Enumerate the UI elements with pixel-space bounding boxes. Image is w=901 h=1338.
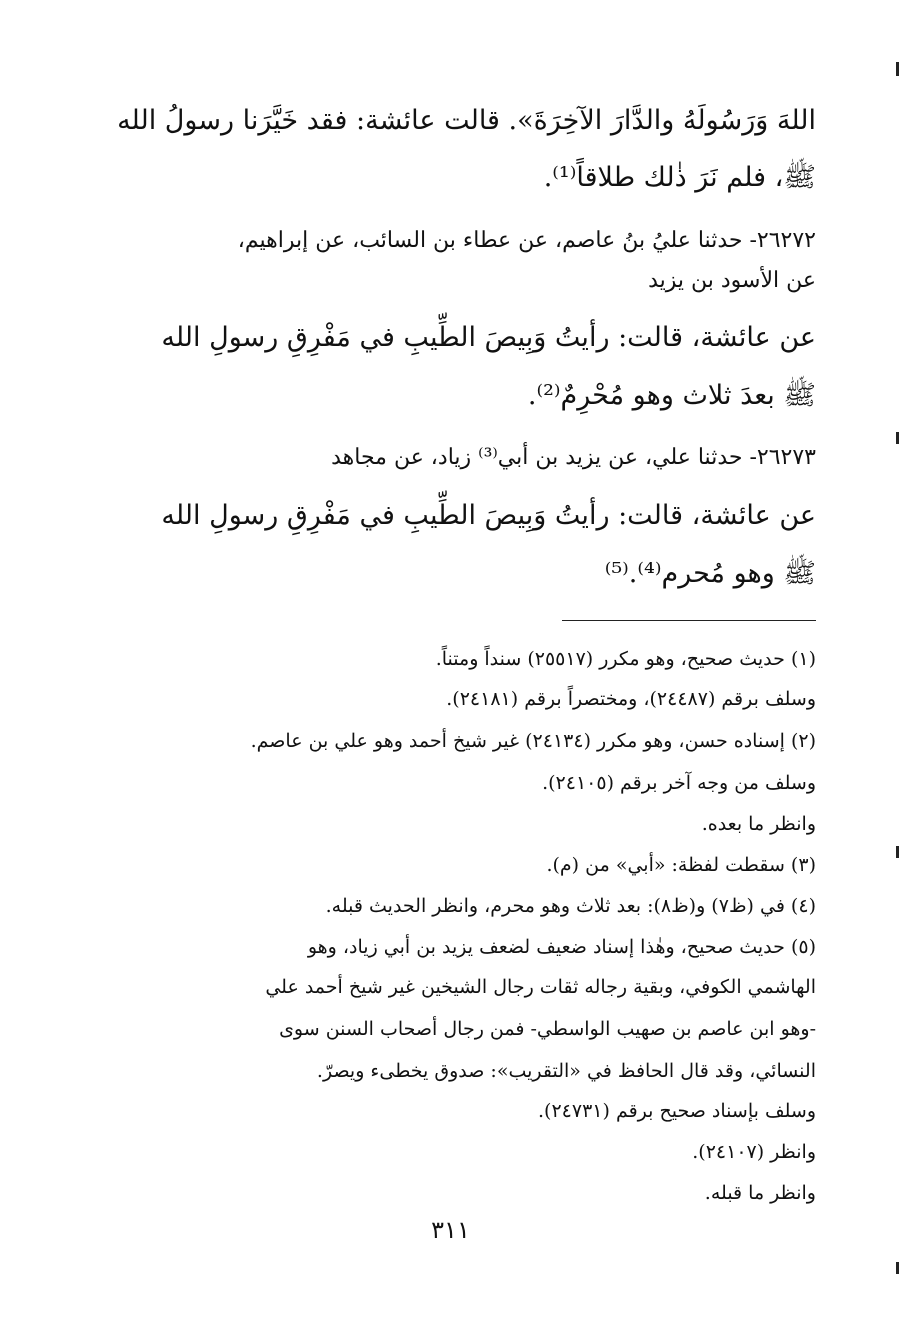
- footnote-line: وسلف بإسناد صحيح برقم (٢٤٧٣١).: [538, 1100, 816, 1122]
- main-text-line-8: عن عائشة، قالت: رأيتُ وَبِيصَ الطِّيبِ في مَفْرِقِ رسولِ الله: [161, 500, 816, 531]
- scan-edge-mark: [896, 1262, 899, 1274]
- main-text-line-1: اللهَ وَرَسُولَهُ والدَّارَ الآخِرَةَ». قالت عائشة: فقد خَيَّرَنا رسولُ الله: [117, 105, 816, 136]
- footnote-line: (٣) سقطت لفظة: «أبي» من (م).: [546, 854, 816, 876]
- scan-edge-mark: [896, 432, 899, 444]
- footnote-line: وسلف من وجه آخر برقم (٢٤١٠٥).: [542, 772, 816, 794]
- page-number: ٣١١: [431, 1216, 470, 1244]
- scan-edge-mark: [896, 62, 899, 76]
- footnote-line: وانظر (٢٤١٠٧).: [692, 1141, 816, 1163]
- footnote-line: (٥) حديث صحيح، وهٰذا إسناد ضعيف لضعف يزيد بن أبي زياد، وهو: [307, 936, 816, 958]
- footnote-divider: [562, 620, 816, 621]
- footnote-line: وانظر ما قبله.: [704, 1182, 816, 1204]
- footnote-line: النسائي، وقد قال الحافظ في «التقريب»: صدوق يخطىء ويصرّ.: [316, 1060, 816, 1082]
- main-text-line-2: ﷺ، فلم نَرَ ذٰلك طلاقاً⁽¹⁾.: [543, 162, 816, 193]
- footnote-line: الهاشمي الكوفي، وبقية رجاله ثقات رجال الشيخين غير شيخ أحمد علي: [265, 976, 816, 998]
- footnote-line: -وهو ابن عاصم بن صهيب الواسطي- فمن رجال أصحاب السنن سوى: [279, 1018, 816, 1040]
- hadith-26272-chain-line-1: ٢٦٢٧٢- حدثنا عليُ بنُ عاصم، عن عطاء بن السائب، عن إبراهيم،: [237, 228, 816, 253]
- hadith-26273-chain: ٢٦٢٧٣- حدثنا علي، عن يزيد بن أبي⁽³⁾ زياد، عن مجاهد: [331, 445, 816, 470]
- footnote-line: وانظر ما بعده.: [701, 813, 816, 835]
- footnote-line: وسلف برقم (٢٤٤٨٧)، ومختصراً برقم (٢٤١٨١).: [446, 688, 816, 710]
- main-text-line-5: عن عائشة، قالت: رأيتُ وَبِيصَ الطِّيبِ في مَفْرِقِ رسولِ الله: [161, 322, 816, 353]
- footnote-line: (١) حديث صحيح، وهو مكرر (٢٥٥١٧) سنداً ومتناً.: [435, 648, 816, 670]
- main-text-line-6: ﷺ بعدَ ثلاث وهو مُحْرِمٌ⁽²⁾.: [527, 380, 816, 411]
- footnote-line: (٤) في (ظ٧) و(ظ٨): بعد ثلاث وهو محرم، وانظر الحديث قبله.: [325, 895, 816, 917]
- main-text-line-9: ﷺ وهو مُحرم⁽⁴⁾.⁽⁵⁾: [604, 558, 816, 589]
- hadith-26272-chain-line-2: عن الأسود بن يزيد: [648, 268, 816, 293]
- scan-edge-mark: [896, 846, 899, 858]
- footnote-line: (٢) إسناده حسن، وهو مكرر (٢٤١٣٤) غير شيخ أحمد وهو علي بن عاصم.: [250, 730, 816, 752]
